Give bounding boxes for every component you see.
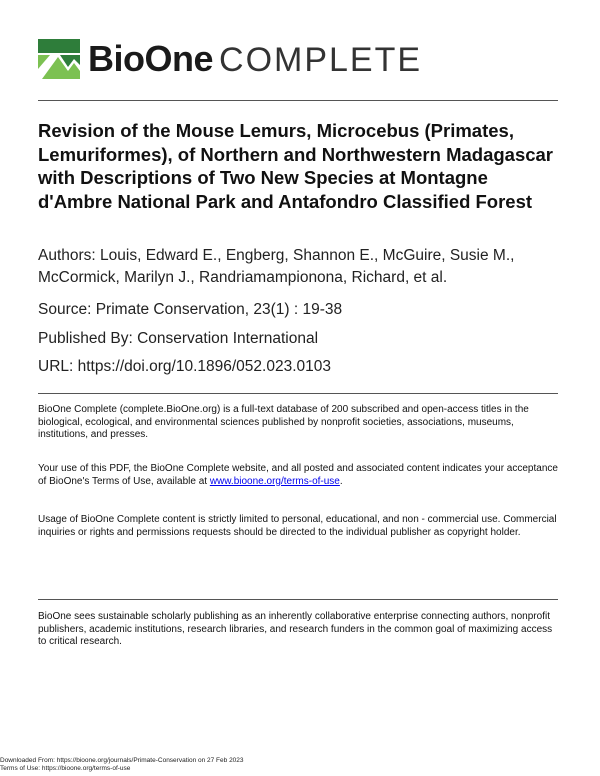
notices-divider: [38, 599, 558, 600]
article-title: Revision of the Mouse Lemurs, Microcebus (Primates, Lemuriformes), of Northern and Northwestern Madagascar with Descriptions of Two New Species at Montagne d'Ambre National Park and Antafondro Classified Forest: [38, 120, 554, 212]
logo-wordmark: [88, 38, 422, 81]
logo-brand-name: BioOne: [88, 37, 214, 79]
logo-product-name: COMPLETE: [219, 40, 423, 79]
authors-line-1: Authors: Louis, Edward E., Engberg, Shannon E., McGuire, Susie M.,: [38, 247, 515, 264]
terms-of-use-link[interactable]: www.bioone.org/terms-of-use: [209, 475, 340, 487]
article-url[interactable]: URL: https://doi.org/10.1896/052.023.0103: [38, 358, 331, 375]
article-publisher: Published By: Conservation International: [38, 330, 319, 347]
metadata-divider: [38, 393, 558, 394]
article-source: Source: Primate Conservation, 23(1) : 19-38: [38, 301, 343, 318]
terms-notice-text: Your use of this PDF, the BioOne Complete website, and all posted and associated content indicates your acceptance of BioOne's Terms of Use, available at: [38, 463, 558, 487]
header-divider: [38, 100, 558, 101]
download-info: Downloaded From: https://bioone.org/journals/Primate-Conservation on 27 Feb 2023: [0, 757, 244, 764]
terms-footer: Terms of Use: https://bioone.org/terms-of-use: [0, 765, 131, 772]
bioone-logo: [38, 38, 422, 80]
mission-statement: BioOne sees sustainable scholarly publishing as an inherently collaborative enterprise connecting authors, nonprofit publishers, academic institutions, research libraries, and research funders in the common goal of maximizing access to critical research.: [38, 611, 553, 647]
bioone-logo-icon: [38, 39, 80, 79]
authors-line-2: McCormick, Marilyn J., Randriamampionona, Richard, et al.: [38, 269, 448, 286]
terms-notice-end: .: [339, 475, 343, 487]
usage-notice: Usage of BioOne Complete content is strictly limited to personal, educational, and non - commercial use. Commercial inquiries or rights and permissions requests should be directed to the individual publisher as copyright holder.: [38, 514, 557, 538]
terms-notice: [38, 463, 563, 488]
about-notice: BioOne Complete (complete.BioOne.org) is a full-text database of 200 subscribed and open-access titles in the biological, ecological, and environmental sciences published by nonprofit societies, associations, museums, institutions, and presses.: [38, 404, 529, 440]
